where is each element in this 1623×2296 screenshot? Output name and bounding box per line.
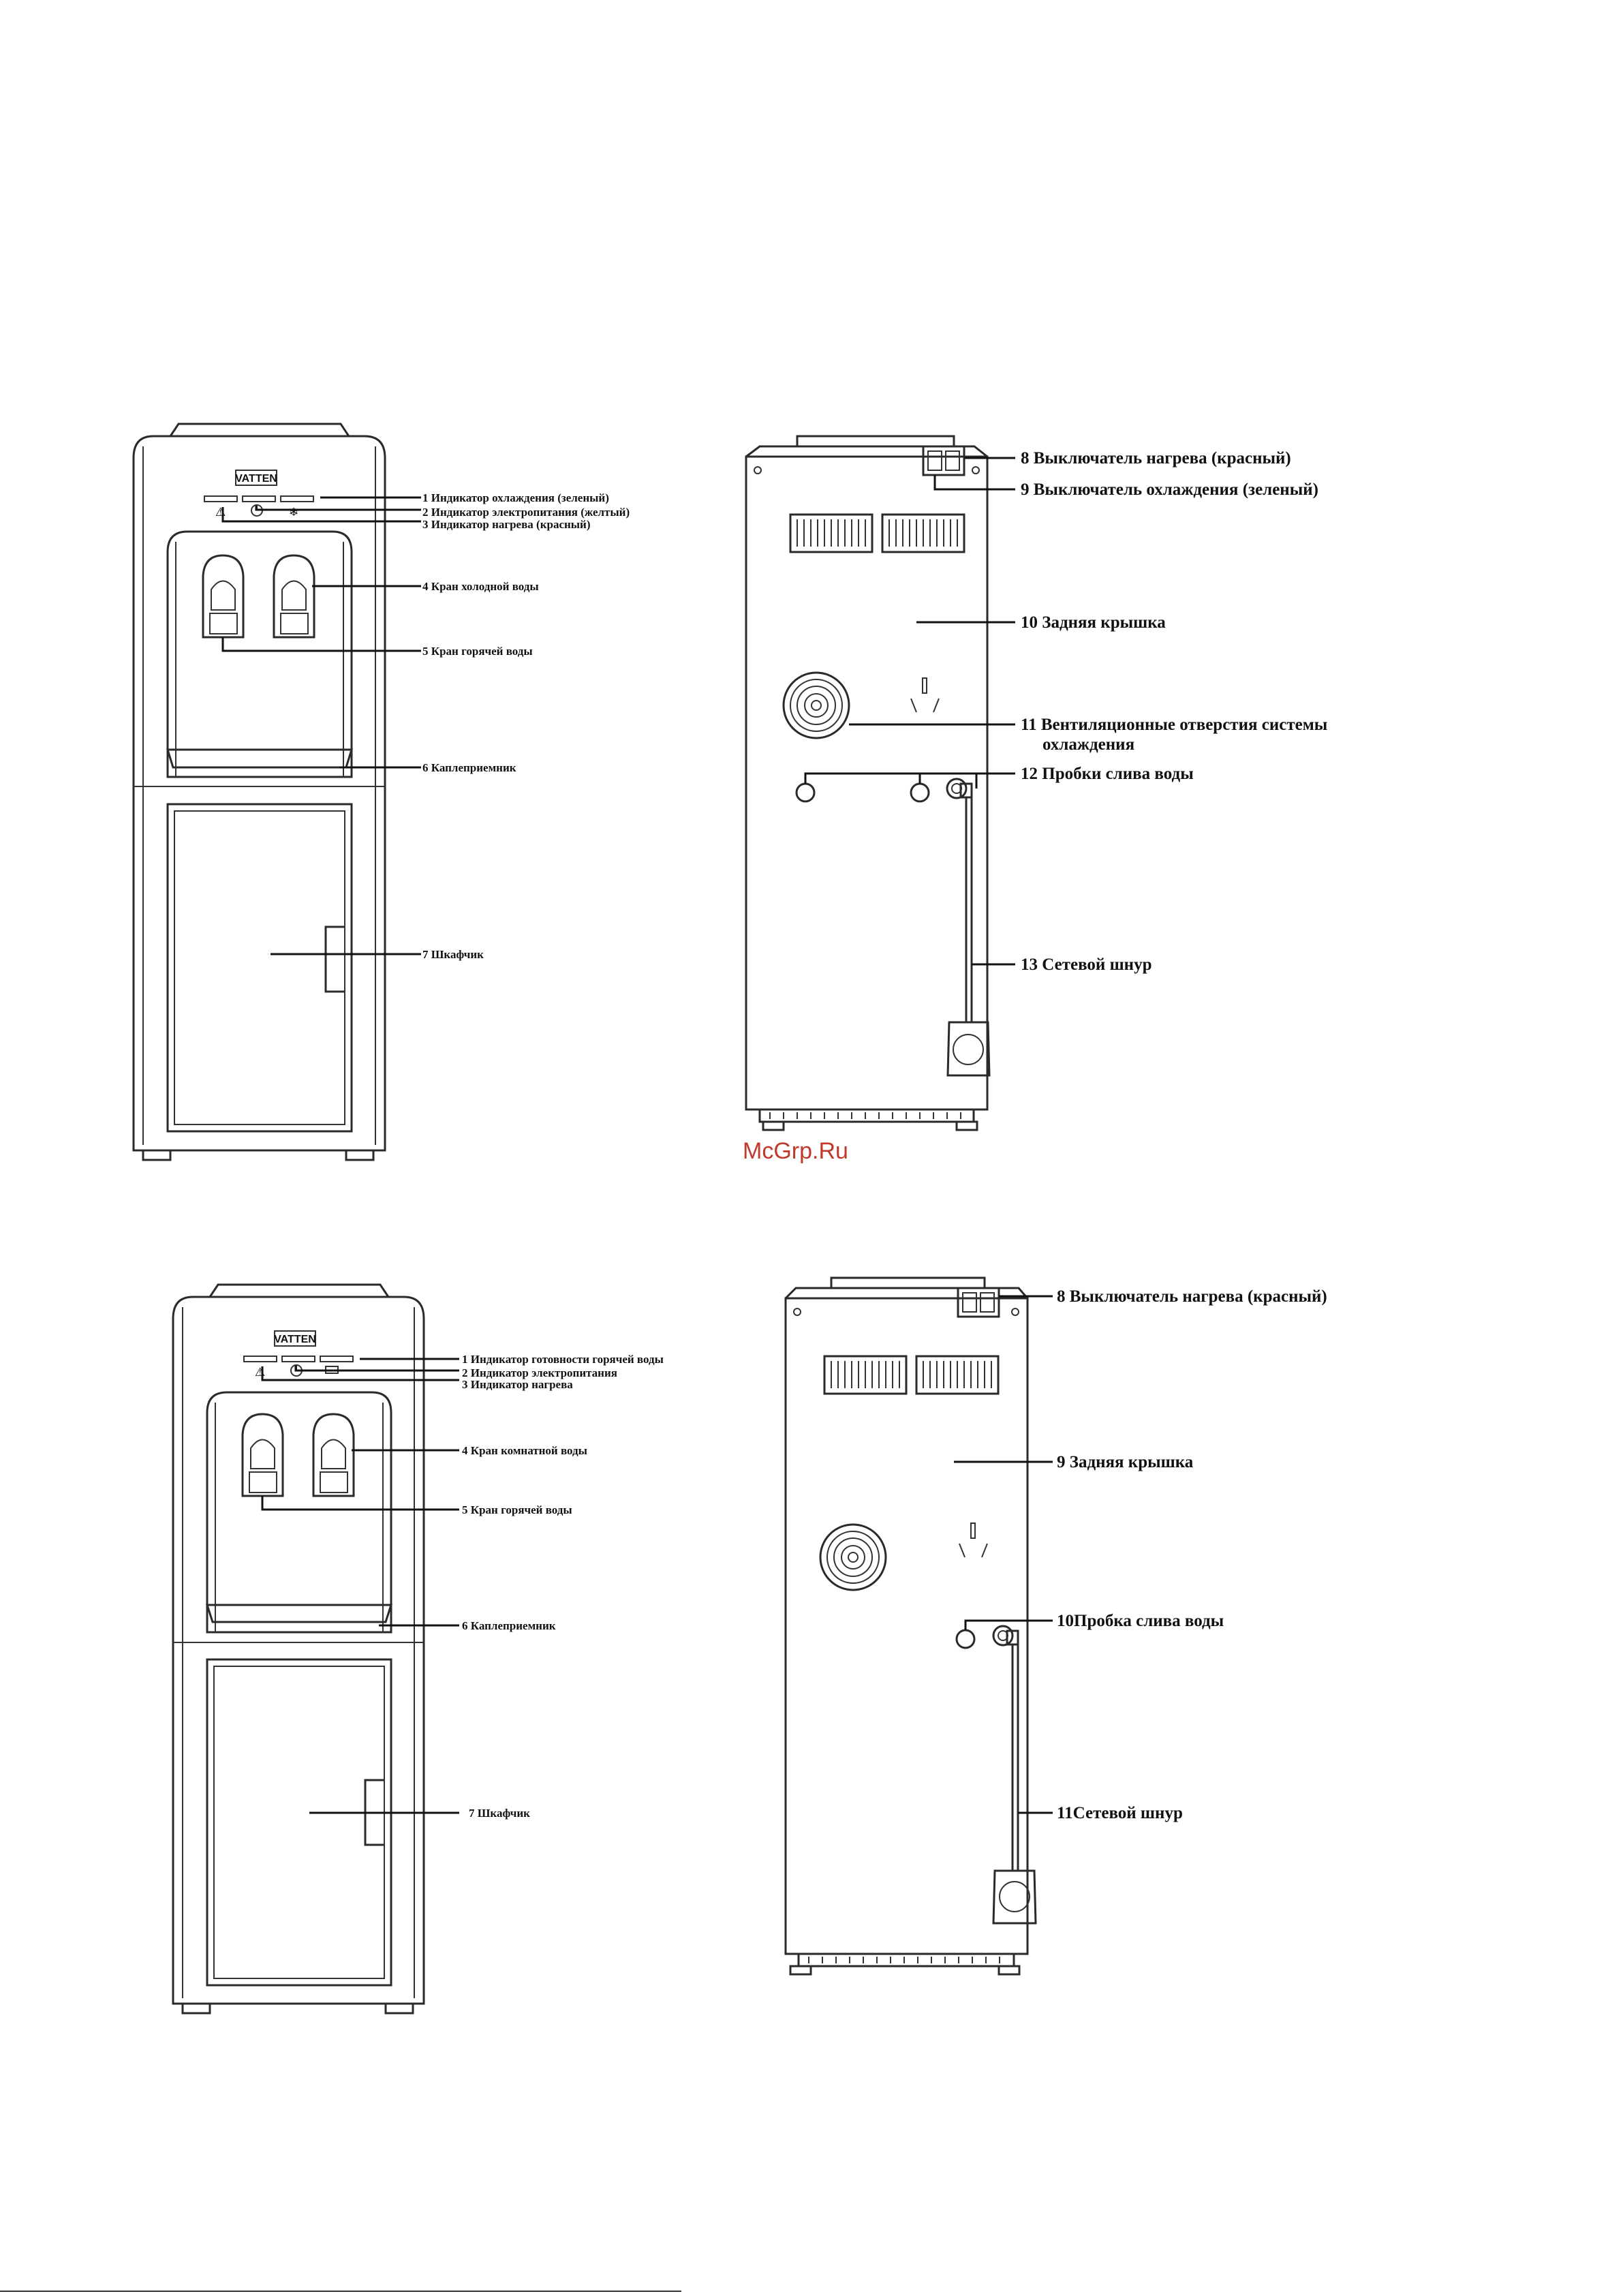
hot-ready-indicator-light [244, 1356, 277, 1362]
heating-switch [928, 451, 942, 470]
label-room-tap: 4 Кран комнатной воды [462, 1444, 587, 1457]
label-power-indicator-2: 2 Индикатор электропитания [462, 1366, 617, 1379]
back-cover-2 [786, 1298, 1027, 1954]
heating-indicator-light-2 [320, 1356, 353, 1362]
heating-indicator-light [281, 496, 313, 502]
drain-plug-3 [957, 1630, 974, 1648]
cold-water-tap [274, 555, 314, 637]
snowflake-icon: ❄ [289, 506, 299, 519]
diagram-1-front-view [134, 424, 630, 1160]
power-cord [947, 779, 989, 1075]
diagram-1-back-view [746, 436, 1327, 1130]
room-water-tap [313, 1414, 354, 1496]
label-power-cord: 13 Сетевой шнур [1021, 955, 1152, 974]
diagram-2-back-view [786, 1278, 1327, 1974]
back-cover [746, 457, 987, 1109]
label-drain-plug: 10Пробка слива воды [1057, 1612, 1224, 1630]
svg-text:⚠: ⚠ [215, 506, 226, 519]
hot-water-tap-2 [243, 1414, 283, 1496]
label-cabinet: 7 Шкафчик [422, 948, 484, 961]
label-back-cover: 10 Задняя крышка [1021, 613, 1166, 632]
label-drip-tray: 6 Каплеприемник [422, 761, 516, 774]
power-cord-2 [993, 1626, 1036, 1923]
svg-text:⚠: ⚠ [255, 1366, 266, 1379]
label-heating-switch-2: 8 Выключатель нагрева (красный) [1057, 1287, 1327, 1306]
label-cooling-switch: 9 Выключатель охлаждения (зеленый) [1021, 480, 1318, 499]
heating-switch-2 [963, 1293, 976, 1312]
cooling-indicator-light [204, 496, 237, 502]
label-cabinet-2: 7 Шкафчик [469, 1807, 530, 1820]
label-power-cord-2: 11Сетевой шнур [1057, 1804, 1183, 1822]
label-hot-tap-2: 5 Кран горячей воды [462, 1503, 572, 1516]
cabinet-door [168, 804, 352, 1131]
drip-tray [168, 750, 352, 767]
ventilation-grille [784, 673, 849, 738]
label-vent-holes-line-2: охлаждения [1042, 735, 1135, 754]
label-cooling-indicator: 1 Индикатор охлаждения (зеленый) [422, 491, 609, 504]
cooling-switch [946, 451, 959, 470]
label-hot-ready-indicator: 1 Индикатор готовности горячей воды [462, 1353, 664, 1366]
drain-plug-1 [797, 784, 814, 801]
hot-water-tap [203, 555, 243, 637]
drip-tray-2 [207, 1605, 391, 1622]
diagram-2-front-view [173, 1285, 664, 2013]
brand-logo-2: VATTEN [274, 1334, 316, 1345]
power-indicator-light [243, 496, 275, 502]
label-drip-tray-2: 6 Каплеприемник [462, 1619, 556, 1632]
label-heating-switch: 8 Выключатель нагрева (красный) [1021, 449, 1291, 468]
label-power-indicator: 2 Индикатор электропитания (желтый) [422, 506, 630, 519]
ventilation-grille-2 [820, 1525, 886, 1590]
label-heating-indicator: 3 Индикатор нагрева (красный) [422, 518, 591, 531]
cabinet-door-2 [207, 1659, 391, 1985]
label-heating-indicator-2: 3 Индикатор нагрева [462, 1378, 573, 1391]
label-vent-holes: 11 Вентиляционные отверстия системы [1021, 716, 1328, 734]
label-cold-tap: 4 Кран холодной воды [422, 580, 539, 593]
brand-logo: VATTEN [235, 473, 277, 485]
drain-plug-2 [911, 784, 929, 801]
label-hot-tap: 5 Кран горячей воды [422, 645, 533, 658]
label-back-cover-2: 9 Задняя крышка [1057, 1453, 1194, 1471]
label-drain-plugs: 12 Пробки слива воды [1021, 765, 1194, 783]
watermark: McGrp.Ru [743, 1138, 848, 1164]
power-indicator-light-2 [282, 1356, 315, 1362]
